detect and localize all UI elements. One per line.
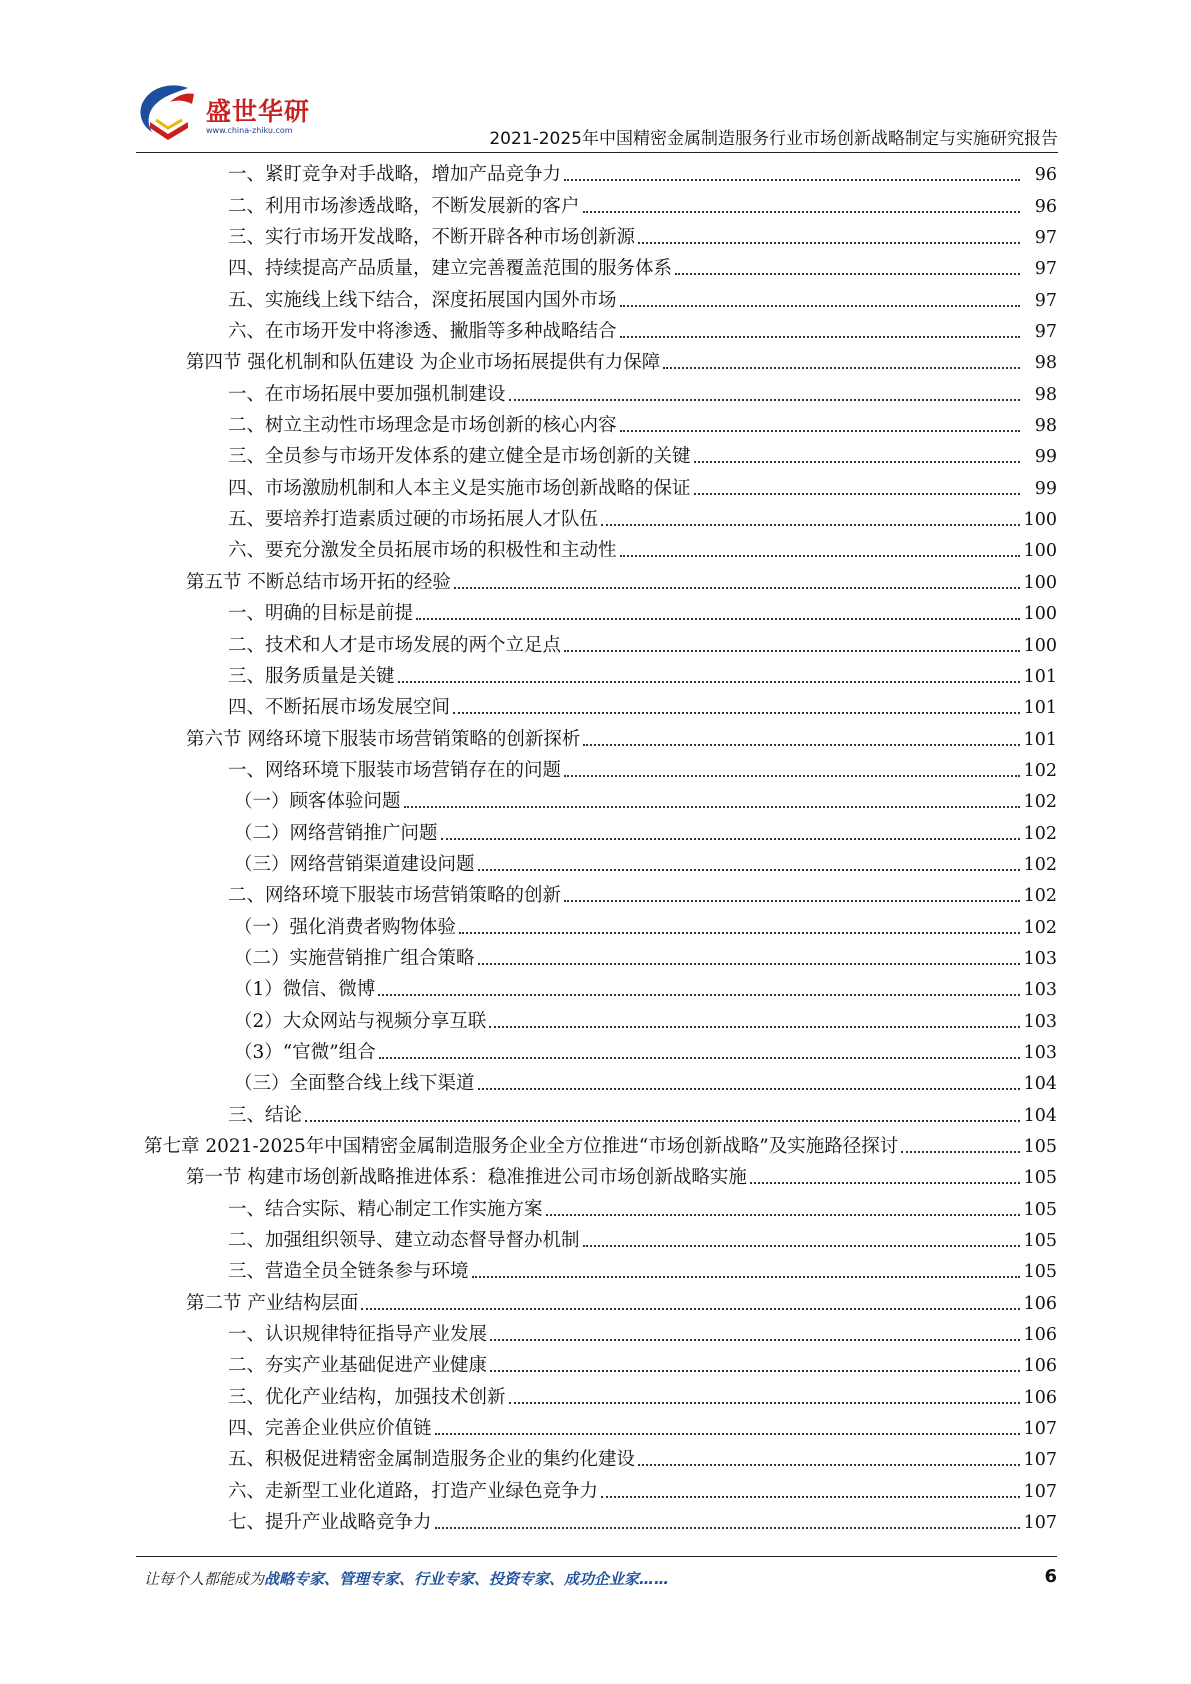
slogan-lead: 让每个人都能成为 bbox=[144, 1570, 265, 1588]
toc-dot-leader bbox=[564, 179, 1020, 181]
toc-entry-page: 106 bbox=[1023, 1387, 1057, 1408]
toc-entry-title: 二、技术和人才是市场发展的两个立足点 bbox=[228, 634, 562, 656]
toc-entry-page: 101 bbox=[1023, 698, 1057, 719]
toc-entry[interactable] bbox=[0, 1067, 1191, 1098]
toc-entry[interactable] bbox=[0, 315, 1191, 346]
toc-dot-leader bbox=[404, 806, 1020, 808]
toc-entry-title: 三、实行市场开发战略，不断开辟各种市场创新源 bbox=[228, 227, 636, 249]
toc-dot-leader bbox=[750, 1182, 1020, 1184]
toc-entry-page: 97 bbox=[1034, 290, 1057, 311]
toc-entry-title: 五、实施线上线下结合，深度拓展国内国外市场 bbox=[228, 289, 617, 311]
toc-entry-title: 四、不断拓展市场发展空间 bbox=[228, 697, 451, 719]
footer-slogan bbox=[144, 1568, 669, 1589]
toc-entry[interactable] bbox=[0, 879, 1191, 910]
toc-entry-page: 102 bbox=[1023, 760, 1057, 781]
toc-entry-title: 二、加强组织领导、建立动态督导督办机制 bbox=[228, 1230, 580, 1252]
toc-dot-leader bbox=[901, 1151, 1020, 1153]
toc-dot-leader bbox=[453, 712, 1020, 714]
toc-dot-leader bbox=[509, 1402, 1020, 1404]
toc-dot-leader bbox=[416, 618, 1020, 620]
toc-dot-leader bbox=[620, 430, 1020, 432]
toc-entry[interactable] bbox=[0, 942, 1191, 973]
toc-dot-leader bbox=[564, 900, 1020, 902]
toc-entry-title: 五、积极促进精密金属制造服务企业的集约化建设 bbox=[228, 1449, 636, 1471]
toc-entry-page: 100 bbox=[1023, 541, 1057, 562]
toc-entry-title: （一）顾客体验问题 bbox=[234, 791, 401, 813]
toc-entry-page: 102 bbox=[1023, 917, 1057, 938]
logo-emblem-icon bbox=[136, 82, 206, 144]
toc-entry-page: 105 bbox=[1023, 1231, 1057, 1252]
toc-dot-leader bbox=[398, 681, 1020, 683]
toc-dot-leader bbox=[694, 461, 1020, 463]
toc-dot-leader bbox=[564, 650, 1020, 652]
toc-entry-page: 102 bbox=[1023, 792, 1057, 813]
footer-divider bbox=[136, 1556, 1057, 1557]
toc-dot-leader bbox=[459, 932, 1020, 934]
toc-dot-leader bbox=[583, 1245, 1020, 1247]
toc-entry[interactable] bbox=[0, 1098, 1191, 1129]
toc-entry[interactable] bbox=[0, 1004, 1191, 1035]
toc-dot-leader bbox=[379, 1057, 1020, 1059]
toc-entry-page: 99 bbox=[1034, 478, 1057, 499]
toc-entry-page: 102 bbox=[1023, 886, 1057, 907]
toc-entry-page: 104 bbox=[1023, 1105, 1057, 1126]
toc-entry-title: 五、要培养打造素质过硬的市场拓展人才队伍 bbox=[228, 509, 599, 531]
toc-entry[interactable] bbox=[0, 252, 1191, 283]
report-title: 2021-2025年中国精密金属制造服务行业市场创新战略制定与实施研究报告 bbox=[489, 129, 1058, 149]
logo-wordmark: 盛世华研 bbox=[206, 97, 311, 126]
toc-entry-title: 四、完善企业供应价值链 bbox=[228, 1418, 432, 1440]
toc-entry[interactable] bbox=[0, 785, 1191, 816]
toc-entry[interactable] bbox=[0, 534, 1191, 565]
toc-entry-page: 100 bbox=[1023, 604, 1057, 625]
toc-entry[interactable] bbox=[0, 597, 1191, 628]
toc-entry-page: 100 bbox=[1023, 510, 1057, 531]
toc-entry-page: 99 bbox=[1034, 447, 1057, 468]
toc-entry-page: 97 bbox=[1034, 259, 1057, 280]
toc-dot-leader bbox=[564, 775, 1020, 777]
toc-entry-title: （二）实施营销推广组合策略 bbox=[234, 947, 475, 969]
toc-dot-leader bbox=[620, 336, 1020, 338]
toc-dot-leader bbox=[583, 744, 1020, 746]
table-of-contents bbox=[0, 158, 1191, 1537]
toc-dot-leader bbox=[478, 963, 1020, 965]
toc-dot-leader bbox=[478, 869, 1020, 871]
toc-entry-title: 三、服务质量是关键 bbox=[228, 665, 395, 687]
toc-entry-title: 七、提升产业战略竞争力 bbox=[228, 1512, 432, 1534]
toc-entry[interactable] bbox=[0, 754, 1191, 785]
toc-dot-leader bbox=[620, 555, 1020, 557]
toc-dot-leader bbox=[472, 1276, 1020, 1278]
toc-entry[interactable] bbox=[0, 660, 1191, 691]
toc-dot-leader bbox=[638, 242, 1020, 244]
logo-url: www.china-zhiku.com bbox=[206, 126, 293, 135]
toc-entry-title: 二、利用市场渗透战略，不断发展新的客户 bbox=[228, 195, 580, 217]
toc-entry-page: 107 bbox=[1023, 1513, 1057, 1534]
toc-entry-page: 107 bbox=[1023, 1450, 1057, 1471]
toc-entry-page: 105 bbox=[1023, 1168, 1057, 1189]
toc-dot-leader bbox=[361, 1308, 1020, 1310]
toc-entry-title: 二、树立主动性市场理念是市场创新的核心内容 bbox=[228, 415, 617, 437]
toc-entry-page: 101 bbox=[1023, 666, 1057, 687]
toc-entry-title: 六、在市场开发中将渗透、撇脂等多种战略结合 bbox=[228, 321, 617, 343]
toc-entry-title: （三）全面整合线上线下渠道 bbox=[234, 1073, 475, 1095]
toc-entry-page: 106 bbox=[1023, 1293, 1057, 1314]
toc-entry[interactable] bbox=[0, 973, 1191, 1004]
toc-entry[interactable] bbox=[0, 503, 1191, 534]
toc-entry-title: （三）网络营销渠道建设问题 bbox=[234, 853, 475, 875]
toc-entry-page: 98 bbox=[1034, 353, 1057, 374]
toc-entry-page: 106 bbox=[1023, 1356, 1057, 1377]
toc-entry[interactable] bbox=[0, 1349, 1191, 1380]
toc-entry-title: 一、认识规律特征指导产业发展 bbox=[228, 1324, 488, 1346]
toc-entry-page: 101 bbox=[1023, 729, 1057, 750]
toc-entry-title: （二）网络营销推广问题 bbox=[234, 822, 438, 844]
toc-entry-title: （1）微信、微博 bbox=[234, 979, 376, 1001]
toc-dot-leader bbox=[489, 1026, 1020, 1028]
toc-dot-leader bbox=[638, 1464, 1020, 1466]
toc-entry-title: 三、全员参与市场开发体系的建立健全是市场创新的关键 bbox=[228, 446, 691, 468]
toc-entry[interactable] bbox=[0, 1380, 1191, 1411]
header-divider bbox=[136, 152, 1058, 153]
toc-entry-title: （3）“官微”组合 bbox=[234, 1041, 376, 1063]
toc-entry-title: 二、网络环境下服装市场营销策略的创新 bbox=[228, 885, 562, 907]
toc-entry-title: 六、走新型工业化道路，打造产业绿色竞争力 bbox=[228, 1480, 599, 1502]
toc-entry[interactable] bbox=[0, 628, 1191, 659]
toc-entry-title: 第四节 强化机制和队伍建设 为企业市场拓展提供有力保障 bbox=[186, 352, 661, 374]
toc-entry[interactable] bbox=[0, 1318, 1191, 1349]
toc-entry[interactable] bbox=[0, 1224, 1191, 1255]
toc-entry-page: 102 bbox=[1023, 854, 1057, 875]
toc-entry[interactable] bbox=[0, 1506, 1191, 1537]
toc-entry-title: 一、明确的目标是前提 bbox=[228, 603, 414, 625]
toc-entry-title: 三、营造全员全链条参与环境 bbox=[228, 1261, 469, 1283]
toc-entry[interactable] bbox=[0, 722, 1191, 753]
page-number: 6 bbox=[1044, 1566, 1057, 1587]
toc-entry[interactable] bbox=[0, 691, 1191, 722]
toc-entry[interactable] bbox=[0, 377, 1191, 408]
toc-entry[interactable] bbox=[0, 848, 1191, 879]
toc-dot-leader bbox=[675, 273, 1020, 275]
toc-entry-page: 96 bbox=[1034, 196, 1057, 217]
toc-entry[interactable] bbox=[0, 1255, 1191, 1286]
toc-entry-title: 一、紧盯竞争对手战略，增加产品竞争力 bbox=[228, 164, 562, 186]
toc-entry-title: 三、结论 bbox=[228, 1104, 303, 1126]
toc-entry[interactable] bbox=[0, 158, 1191, 189]
toc-dot-leader bbox=[546, 1214, 1020, 1216]
toc-entry[interactable] bbox=[0, 1130, 1191, 1161]
toc-dot-leader bbox=[454, 587, 1020, 589]
toc-entry[interactable] bbox=[0, 1443, 1191, 1474]
toc-entry-title: （2）大众网站与视频分享互联 bbox=[234, 1010, 487, 1032]
toc-entry-title: 第五节 不断总结市场开拓的经验 bbox=[186, 571, 451, 593]
toc-entry-title: 一、结合实际、精心制定工作实施方案 bbox=[228, 1198, 543, 1220]
toc-entry-title: 三、优化产业结构，加强技术创新 bbox=[228, 1386, 506, 1408]
toc-entry-page: 106 bbox=[1023, 1325, 1057, 1346]
toc-dot-leader bbox=[435, 1527, 1020, 1529]
toc-entry-page: 103 bbox=[1023, 1011, 1057, 1032]
toc-dot-leader bbox=[601, 1496, 1020, 1498]
toc-entry-page: 98 bbox=[1034, 384, 1057, 405]
toc-entry[interactable] bbox=[0, 346, 1191, 377]
toc-entry-title: 一、在市场拓展中要加强机制建设 bbox=[228, 383, 506, 405]
toc-entry[interactable] bbox=[0, 1036, 1191, 1067]
toc-entry[interactable] bbox=[0, 1412, 1191, 1443]
toc-entry[interactable] bbox=[0, 565, 1191, 596]
toc-entry-page: 107 bbox=[1023, 1419, 1057, 1440]
toc-entry-page: 100 bbox=[1023, 572, 1057, 593]
toc-entry-page: 105 bbox=[1023, 1262, 1057, 1283]
toc-entry-title: 第一节 构建市场创新战略推进体系：稳准推进公司市场创新战略实施 bbox=[186, 1167, 747, 1189]
slogan-highlight: 战略专家、管理专家、行业专家、投资专家、成功企业家…… bbox=[264, 1570, 670, 1588]
toc-dot-leader bbox=[478, 1088, 1020, 1090]
toc-entry-page: 104 bbox=[1023, 1074, 1057, 1095]
toc-entry[interactable] bbox=[0, 910, 1191, 941]
toc-entry[interactable] bbox=[0, 189, 1191, 220]
toc-entry-page: 105 bbox=[1023, 1137, 1057, 1157]
toc-entry-page: 96 bbox=[1034, 165, 1057, 186]
toc-entry[interactable] bbox=[0, 440, 1191, 471]
toc-entry-page: 102 bbox=[1023, 823, 1057, 844]
toc-entry-page: 100 bbox=[1023, 635, 1057, 656]
company-logo bbox=[136, 82, 311, 148]
toc-entry-page: 103 bbox=[1023, 980, 1057, 1001]
toc-entry[interactable] bbox=[0, 409, 1191, 440]
toc-entry-page: 97 bbox=[1034, 322, 1057, 343]
toc-entry[interactable] bbox=[0, 816, 1191, 847]
toc-entry-title: 四、市场激励机制和人本主义是实施市场创新战略的保证 bbox=[228, 477, 691, 499]
toc-entry[interactable] bbox=[0, 1192, 1191, 1223]
toc-dot-leader bbox=[490, 1339, 1020, 1341]
toc-dot-leader bbox=[583, 211, 1020, 213]
toc-entry-title: 第七章 2021-2025年中国精密金属制造服务企业全方位推进“市场创新战略”及实施路径探讨 bbox=[144, 1136, 899, 1157]
toc-dot-leader bbox=[509, 399, 1020, 401]
toc-entry-title: （一）强化消费者购物体验 bbox=[234, 916, 457, 938]
toc-entry-title: 六、要充分激发全员拓展市场的积极性和主动性 bbox=[228, 540, 617, 562]
toc-entry-page: 107 bbox=[1023, 1481, 1057, 1502]
toc-dot-leader bbox=[435, 1433, 1020, 1435]
toc-dot-leader bbox=[378, 994, 1020, 996]
toc-entry-title: 二、夯实产业基础促进产业健康 bbox=[228, 1355, 488, 1377]
toc-entry[interactable] bbox=[0, 1286, 1191, 1317]
toc-entry-page: 105 bbox=[1023, 1199, 1057, 1220]
toc-entry-title: 第二节 产业结构层面 bbox=[186, 1292, 359, 1314]
toc-entry-page: 98 bbox=[1034, 416, 1057, 437]
toc-dot-leader bbox=[601, 524, 1020, 526]
toc-dot-leader bbox=[305, 1120, 1020, 1122]
page-header bbox=[0, 0, 1191, 152]
toc-entry-page: 103 bbox=[1023, 1042, 1057, 1063]
toc-entry-title: 第六节 网络环境下服装市场营销策略的创新探析 bbox=[186, 728, 581, 750]
toc-entry-title: 四、持续提高产品质量，建立完善覆盖范围的服务体系 bbox=[228, 258, 673, 280]
toc-dot-leader bbox=[441, 838, 1020, 840]
toc-entry[interactable] bbox=[0, 1161, 1191, 1192]
toc-entry[interactable] bbox=[0, 471, 1191, 502]
toc-entry-page: 103 bbox=[1023, 948, 1057, 969]
toc-dot-leader bbox=[694, 493, 1020, 495]
toc-entry[interactable] bbox=[0, 283, 1191, 314]
toc-entry[interactable] bbox=[0, 1474, 1191, 1505]
toc-entry-title: 一、网络环境下服装市场营销存在的问题 bbox=[228, 759, 562, 781]
toc-entry-page: 97 bbox=[1034, 228, 1057, 249]
toc-dot-leader bbox=[620, 305, 1020, 307]
toc-entry[interactable] bbox=[0, 221, 1191, 252]
toc-dot-leader bbox=[490, 1370, 1020, 1372]
toc-dot-leader bbox=[663, 367, 1020, 369]
